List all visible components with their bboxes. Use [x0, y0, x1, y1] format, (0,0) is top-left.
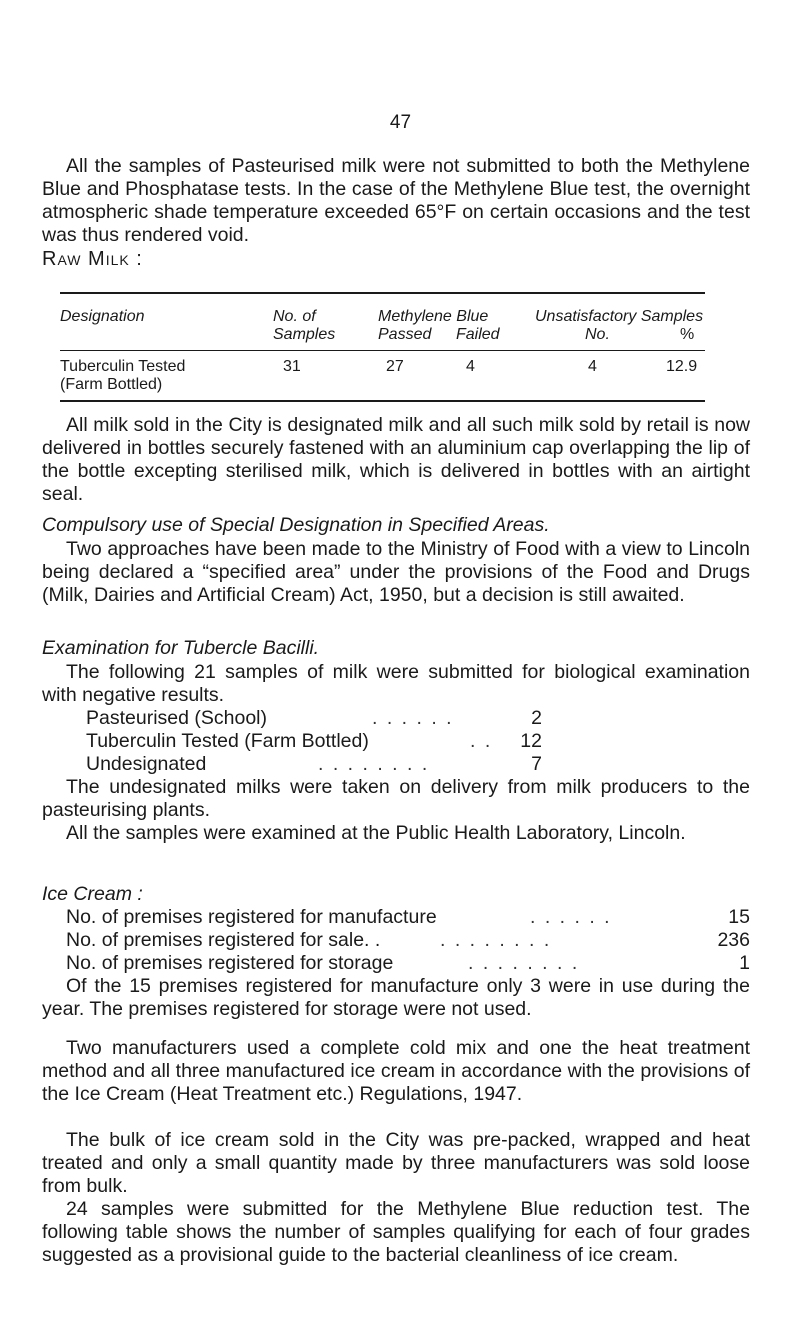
- laboratory-paragraph: [42, 822, 750, 845]
- samples-paragraph: [42, 1198, 750, 1267]
- tubercle-list-item-value: 12: [520, 730, 542, 752]
- manufacturers-paragraph: [42, 1037, 750, 1106]
- undesignated-text: The undesignated milks were taken on delivery from milk producers to the pasteurising plants.: [42, 776, 750, 821]
- row-failed: 4: [466, 358, 475, 375]
- col-no-of-header: No. of: [273, 308, 316, 325]
- tubercle-list-item-label: Tuberculin Tested (Farm Bottled): [86, 730, 369, 752]
- row-samples: 31: [283, 358, 301, 375]
- col-unsatisfactory-header: Unsatisfactory Samples: [535, 308, 704, 325]
- ice-cream-heading: Ice Cream :: [42, 883, 143, 905]
- ice-cream-list-item-label: No. of premises registered for storage: [66, 952, 394, 974]
- col-samples-header: Samples: [273, 326, 336, 343]
- premises-paragraph: [42, 975, 750, 1021]
- laboratory-text: All the samples were examined at the Public Health Laboratory, Lincoln.: [66, 822, 686, 844]
- row-unsat-no: 4: [588, 358, 597, 375]
- designated-milk-paragraph: [42, 414, 750, 506]
- tubercle-list-item-dots: . . . . . .: [372, 707, 454, 729]
- undesignated-paragraph: [42, 776, 750, 822]
- page-number: 47: [389, 112, 412, 133]
- row-passed: 27: [386, 358, 404, 375]
- table-top-rule: [60, 292, 705, 294]
- tubercle-paragraph: [42, 661, 750, 707]
- ice-cream-list-item-dots: . . . . . . . .: [468, 952, 580, 974]
- tubercle-list-item-dots: . . . . . . . .: [318, 753, 430, 775]
- tubercle-list-item-value: 2: [531, 707, 542, 729]
- ice-cream-list-item-dots: . . . . . . . .: [440, 929, 552, 951]
- row-designation-line2: (Farm Bottled): [60, 376, 163, 393]
- intro-paragraph: [42, 155, 750, 247]
- compulsory-heading: Compulsory use of Special Designation in Specified Areas.: [42, 514, 550, 536]
- col-unsat-no-header: No.: [585, 326, 610, 343]
- bulk-paragraph: [42, 1129, 750, 1198]
- col-passed-header: Passed: [378, 326, 432, 343]
- ice-cream-list-item-label: No. of premises registered for sale. .: [66, 929, 381, 951]
- compulsory-paragraph: [42, 538, 750, 607]
- intro-text: All the samples of Pasteurised milk were not submitted to both the Methylene Blue and Phosphatase tests. In the case of the Methylene Blue test, the overnight atmospheric shade temperature exceeded 65°F on certain occasions and the test was thus rendered void.: [42, 155, 750, 246]
- ice-cream-list-item-dots: . . . . . .: [530, 906, 612, 928]
- tubercle-list-item-label: Pasteurised (School): [86, 707, 268, 729]
- col-methylene-blue-header: Methylene Blue: [378, 308, 489, 325]
- col-failed-header: Failed: [456, 326, 500, 343]
- table-bottom-rule: [60, 400, 705, 402]
- tubercle-list-item-value: 7: [531, 753, 542, 775]
- samples-text: 24 samples were submitted for the Methylene Blue reduction test. The following table shows the number of samples qualifying for each of four grades suggested as a provisional guide to the bacterial cleanliness of ice cream.: [42, 1198, 750, 1266]
- col-unsat-pct-header: %: [680, 326, 695, 343]
- ice-cream-list-item-label: No. of premises registered for manufacture: [66, 906, 437, 928]
- row-designation-line1: Tuberculin Tested: [60, 358, 186, 375]
- designated-milk-text: All milk sold in the City is designated milk and all such milk sold by retail is now delivered in bottles securely fastened with an aluminium cap overlapping the lip of the bottle excepting sterilised milk, which is delivered in bottles with an airtight seal.: [42, 414, 750, 505]
- ice-cream-list-item-value: 236: [717, 929, 750, 951]
- manufacturers-text: Two manufacturers used a complete cold mix and one the heat treatment method and all three manufactured ice cream in accordance with the provisions of the Ice Cream (Heat Treatment etc.) Regulations, 1947.: [42, 1037, 750, 1105]
- tubercle-text: The following 21 samples of milk were submitted for biological examination with negative results.: [42, 661, 750, 706]
- bulk-text: The bulk of ice cream sold in the City was pre-packed, wrapped and heat treated and only a small quantity made by three manufacturers was sold loose from bulk.: [42, 1129, 750, 1197]
- compulsory-text: Two approaches have been made to the Ministry of Food with a view to Lincoln being declared a “specified area” under the provisions of the Food and Drugs (Milk, Dairies and Artificial Cream) Act, 1950, but a decision is still awaited.: [42, 538, 750, 606]
- row-unsat-pct: 12.9: [666, 358, 698, 375]
- table-header-rule: [60, 350, 705, 351]
- ice-cream-list-item-value: 1: [739, 952, 750, 974]
- col-designation-header: Designation: [60, 308, 145, 325]
- tubercle-list-item-label: Undesignated: [86, 753, 207, 775]
- tubercle-heading: Examination for Tubercle Bacilli.: [42, 637, 320, 659]
- ice-cream-list-item-value: 15: [728, 906, 750, 928]
- premises-text: Of the 15 premises registered for manufacture only 3 were in use during the year. The premises registered for storage were not used.: [42, 975, 750, 1020]
- raw-milk-heading: Raw Milk :: [42, 248, 143, 270]
- tubercle-list-item-dots: . .: [470, 730, 493, 752]
